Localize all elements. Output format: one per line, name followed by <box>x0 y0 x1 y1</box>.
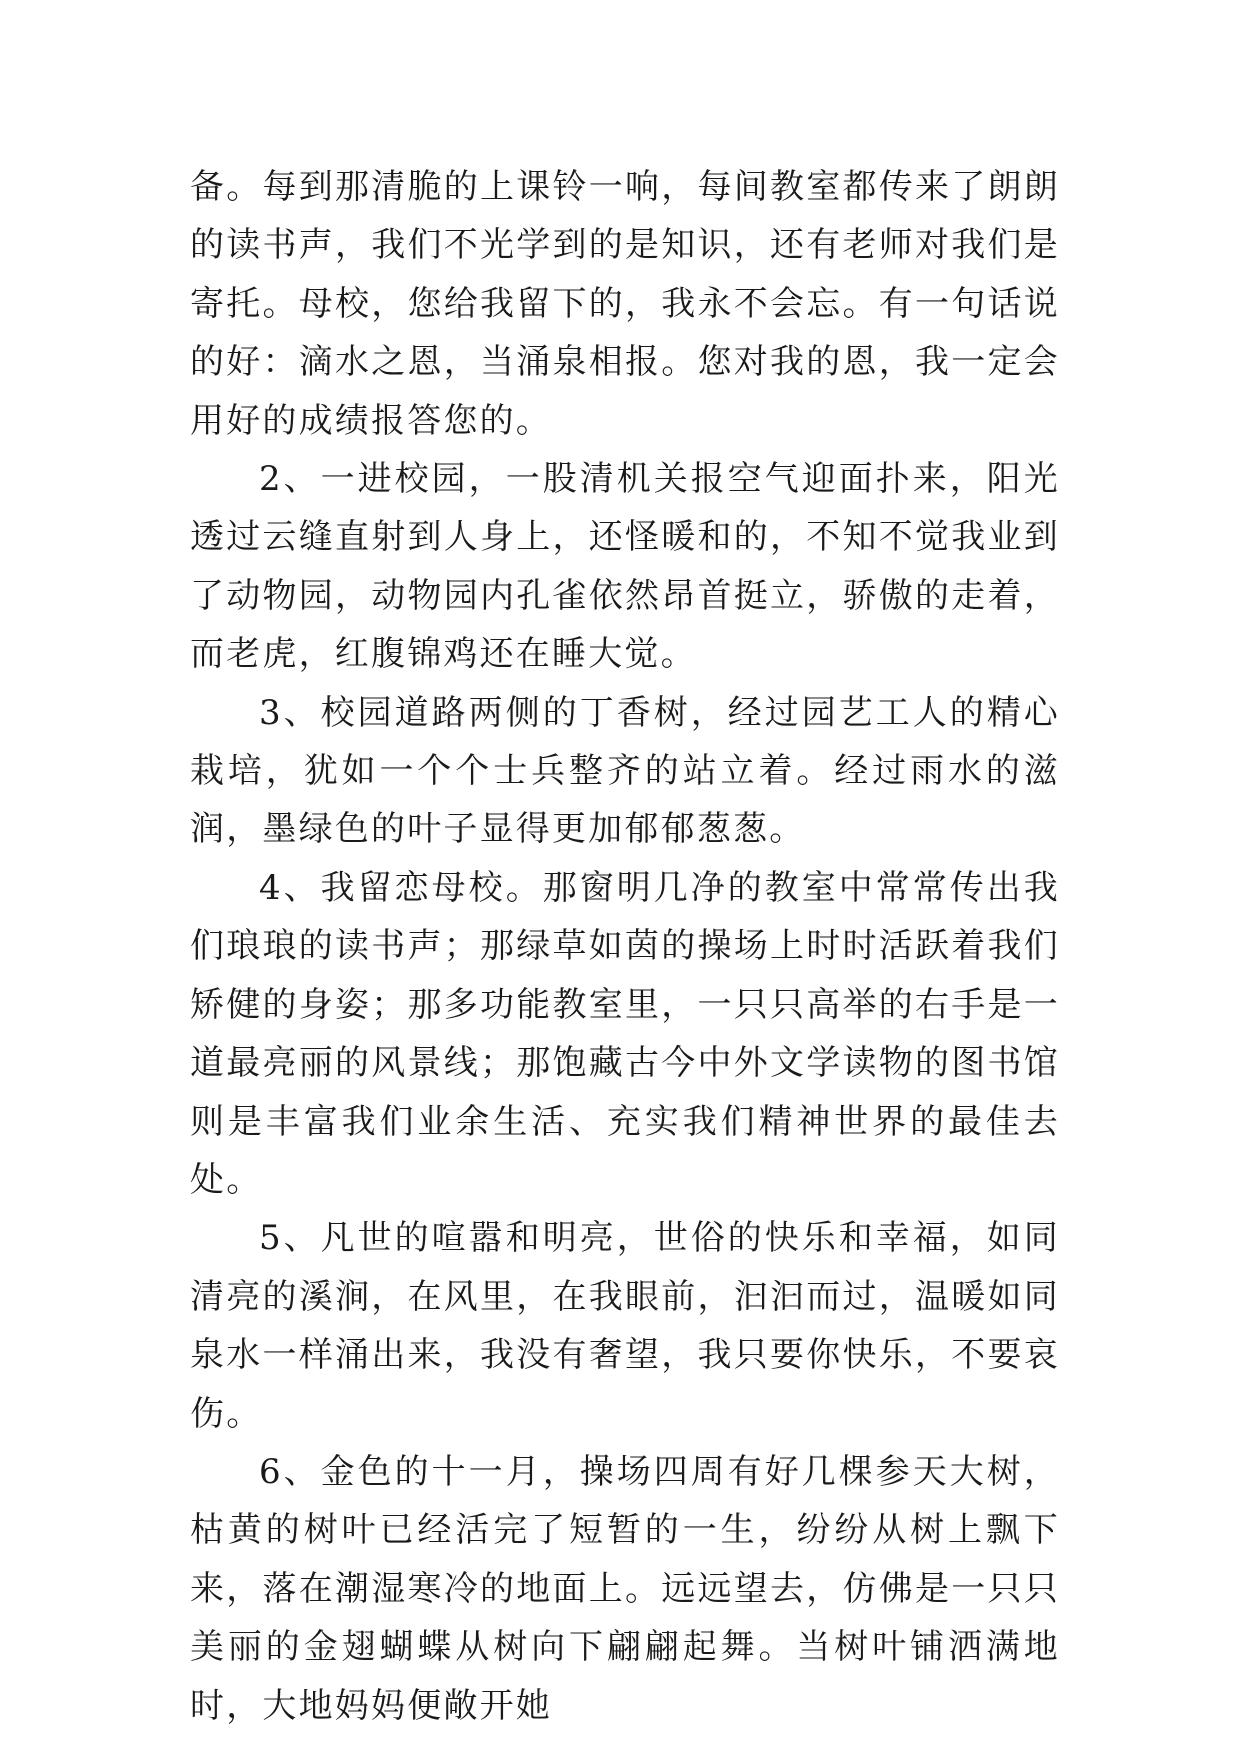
paragraph-continued: 备。每到那清脆的上课铃一响，每间教室都传来了朗朗的读书声，我们不光学到的是知识，还有老师对我们是寄托。母校，您给我留下的，我永不会忘。有一句话说的好：滴水之恩，当涌泉相报。您对我的恩，我一定会用好的成绩报答您的。 <box>190 167 1060 441</box>
paragraph-2: 2、一进校园，一股清机关报空气迎面扑来，阳光透过云缝直射到人身上，还怪暖和的，不知不觉我业到了动物园，动物园内孔雀依然昂首挺立，骄傲的走着，而老虎，红腹锦鸡还在睡大觉。 <box>190 459 1060 675</box>
paragraph-5: 5、凡世的喧嚣和明亮，世俗的快乐和幸福，如同清亮的溪涧，在风里，在我眼前，汩汩而过，温暖如同泉水一样涌出来，我没有奢望，我只要你快乐，不要哀伤。 <box>190 1218 1060 1434</box>
paragraph-6: 6、金色的十一月，操场四周有好几棵参天大树，枯黄的树叶已经活完了短暂的一生，纷纷从树上飘下来，落在潮湿寒冷的地面上。远远望去，仿佛是一只只美丽的金翅蝴蝶从树向下翩翩起舞。当树叶铺洒满地时，大地妈妈便敞开她 <box>190 1451 1060 1726</box>
document-body <box>190 158 1060 1735</box>
paragraph-3: 3、校园道路两侧的丁香树，经过园艺工人的精心栽培，犹如一个个士兵整齐的站立着。经过雨水的滋润，墨绿色的叶子显得更加郁郁葱葱。 <box>190 692 1060 850</box>
paragraph-4: 4、我留恋母校。那窗明几净的教室中常常传出我们琅琅的读书声；那绿草如茵的操场上时时活跃着我们矫健的身姿；那多功能教室里，一只只高举的右手是一道最亮丽的风景线；那饱藏古今中外文学读物的图书馆则是丰富我们业余生活、充实我们精神世界的最佳去处。 <box>190 867 1060 1200</box>
